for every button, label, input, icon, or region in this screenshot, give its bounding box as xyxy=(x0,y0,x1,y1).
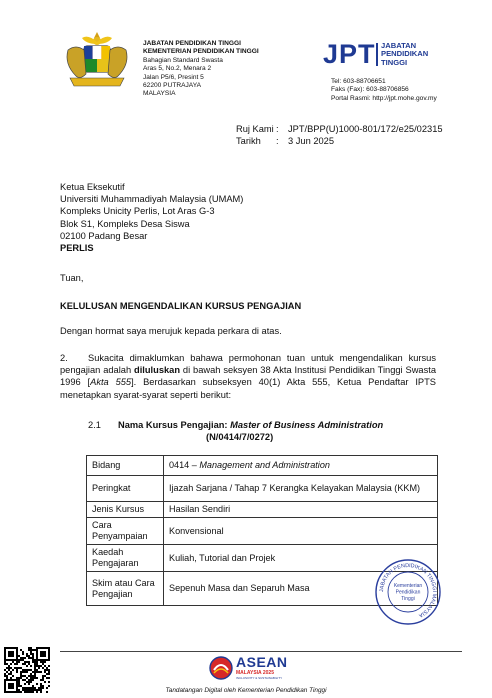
org-name: JABATAN PENDIDIKAN TINGGI xyxy=(143,40,241,47)
colon: : xyxy=(276,124,279,134)
course-name: Master of Business Administration xyxy=(230,420,384,430)
approval-word: diluluskan xyxy=(134,365,181,376)
reference-block xyxy=(236,123,443,147)
row-label: Skim atau Cara Pengajian xyxy=(87,572,164,606)
coat-of-arms-logo xyxy=(60,30,134,90)
row-label: Cara Penyampaian xyxy=(87,518,164,545)
address-line: Jalan P5/6, Presint 5 xyxy=(143,73,204,81)
row-value: Hasilan Sendiri xyxy=(164,502,438,518)
logo-divider xyxy=(376,43,378,66)
tarikh-value: 3 Jun 2025 xyxy=(288,136,335,147)
section-number: 2.1 xyxy=(88,420,101,430)
table-row xyxy=(87,502,438,518)
recipient-line: Universiti Muhammadiyah Malaysia (UMAM) xyxy=(60,194,244,205)
asean-title: ASEAN xyxy=(236,654,288,670)
footer-divider xyxy=(60,651,462,652)
recipient-line: 02100 Padang Besar xyxy=(60,230,148,241)
fax: Faks (Fax): 603-88706856 xyxy=(331,86,409,94)
date-row xyxy=(236,135,443,147)
asean-malaysia-2025-logo xyxy=(208,655,288,681)
recipient-line: Kompleks Unicity Perlis, Lot Aras G-3 xyxy=(60,206,215,217)
asean-subtitle: MALAYSIA 2025 xyxy=(236,670,274,676)
contact-info xyxy=(331,78,481,103)
row-value: Ijazah Sarjana / Tahap 7 Kerangka Kelayakan Malaysia (KKM) xyxy=(164,476,438,502)
paragraph-2: 2. Sukacita dimaklumkan bahawa permohonan tuan untuk mengendalikan kursus pengajian adalah diluluskan di bawah seksyen 38 Akta Institusi Pendidikan Tinggi Swasta 1996 [Akta 555]. Berdasarkan subseksyen 40(1) Akta 555, Ketua Pendaftar IPTS menetapkan syarat-syarat seperti berikut: xyxy=(60,353,436,400)
stamp-line: Kementerian xyxy=(393,583,423,589)
reference-row xyxy=(236,123,443,135)
para-number: 2. xyxy=(60,353,68,363)
table-row xyxy=(87,518,438,545)
address-line: MALAYSIA xyxy=(143,90,176,98)
ruj-value: JPT/BPP(U)1000-801/172/e25/02315 xyxy=(288,124,443,134)
stamp-ring-text: JABATAN PENDIDIKAN TINGGI MALAYSIA xyxy=(378,562,438,619)
issuer-address xyxy=(143,40,313,99)
table-row xyxy=(87,476,438,502)
row-value: Kuliah, Tutorial dan Projek xyxy=(164,545,438,572)
jpt-logo-text: JPT xyxy=(323,39,376,69)
stamp-line: Tinggi xyxy=(401,596,415,602)
row-label: Peringkat xyxy=(87,476,164,502)
course-section xyxy=(88,419,448,443)
ruj-label: Ruj Kami xyxy=(236,124,274,134)
act-reference: Akta 555 xyxy=(90,377,132,388)
table-row xyxy=(87,456,438,476)
tarikh-label: Tarikh xyxy=(236,136,261,147)
subject-heading: KELULUSAN MENGENDALIKAN KURSUS PENGAJIAN xyxy=(60,301,302,311)
asean-emblem-icon xyxy=(208,656,234,680)
address-line: Aras 5, No.2, Menara 2 xyxy=(143,65,212,73)
phone: Tel: 603-88706651 xyxy=(331,78,386,85)
row-label: Bidang xyxy=(87,456,164,476)
colon: : xyxy=(276,136,279,147)
recipient-line: Blok S1, Kompleks Desa Siswa xyxy=(60,218,190,229)
portal-link[interactable]: Portal Rasmi: http://jpt.mohe.gov.my xyxy=(331,94,437,102)
address-line: Bahagian Standard Swasta xyxy=(143,56,223,64)
row-label: Jenis Kursus xyxy=(87,502,164,518)
row-value: Konvensional xyxy=(164,518,438,545)
salutation: Tuan, xyxy=(60,273,84,283)
asean-tagline: INCLUSIVITY & SUSTAINABILITY xyxy=(236,676,283,680)
digital-signature-note: Tandatangan Digital oleh Kementerian Pendidikan Tinggi xyxy=(165,687,327,694)
jpt-logo-subtitle: JABATAN PENDIDIKAN TINGGI xyxy=(381,41,429,67)
address-line: 62200 PUTRAJAYA xyxy=(143,82,202,90)
course-code: (N/0414/7/0272) xyxy=(206,432,274,443)
ministry-name: KEMENTERIAN PENDIDIKAN TINGGI xyxy=(143,48,259,56)
opening-paragraph: Dengan hormat saya merujuk kepada perkara di atas. xyxy=(60,326,282,336)
jpt-logo xyxy=(323,40,463,70)
row-value: 0414 – Management and Administration xyxy=(164,456,438,476)
course-label: Nama Kursus Pengajian: xyxy=(118,420,228,430)
row-label: Kaedah Pengajaran xyxy=(87,545,164,572)
recipient-block xyxy=(60,181,243,254)
row-value: Sepenuh Masa dan Separuh Masa xyxy=(164,572,438,606)
stamp-line: Pendidikan xyxy=(395,589,421,596)
recipient-state: PERLIS xyxy=(60,243,94,254)
official-seal-stamp xyxy=(374,558,442,626)
recipient-line: Ketua Eksekutif xyxy=(60,182,125,192)
